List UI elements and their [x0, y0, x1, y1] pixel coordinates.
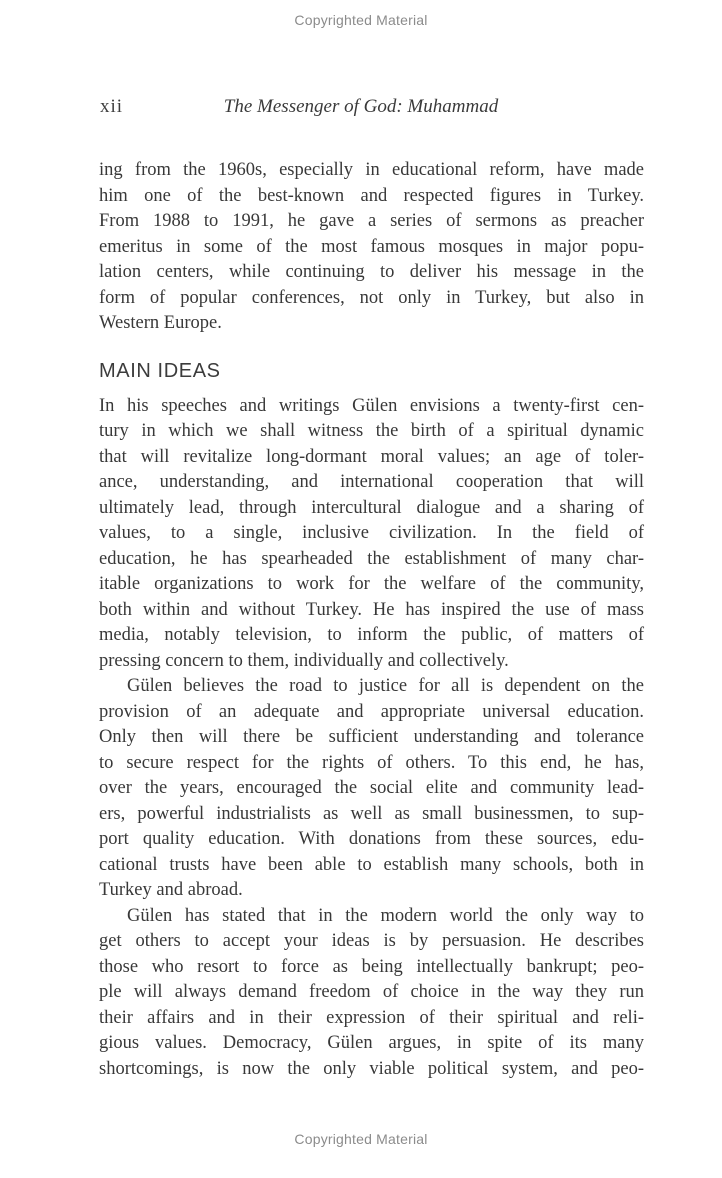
- text-line: that will revitalize long-dormant moral values; an age of toler-: [99, 446, 644, 467]
- page-header: [0, 96, 722, 120]
- paragraph: [99, 674, 644, 904]
- text-line: Turkey and abroad.: [99, 880, 243, 900]
- text-line: Western Europe.: [99, 313, 222, 333]
- text-line: ple will always demand freedom of choice in the way they run: [99, 982, 644, 1002]
- text-line: him one of the best-known and respected figures in Turkey.: [99, 185, 644, 206]
- text-line: both within and without Turkey. He has inspired the use of mass: [99, 599, 644, 620]
- paragraph: [99, 394, 644, 675]
- text-line: get others to accept your ideas is by persuasion. He describes: [99, 931, 644, 951]
- text-line: values, to a single, inclusive civilization. In the field of: [99, 523, 644, 543]
- text-line: emeritus in some of the most famous mosques in major popu-: [99, 236, 644, 257]
- text-line: itable organizations to work for the welfare of the community,: [99, 574, 644, 594]
- intro-paragraphs: [99, 158, 644, 337]
- page-number: xii: [100, 96, 124, 117]
- text-line: pressing concern to them, individually and collectively.: [99, 650, 509, 671]
- text-line: Only then will there be sufficient understanding and tolerance: [99, 727, 644, 747]
- text-line: In his speeches and writings Gülen envisions a twenty-first cen-: [99, 395, 644, 416]
- text-line: From 1988 to 1991, he gave a series of sermons as preacher: [99, 211, 644, 231]
- running-title: The Messenger of God: Muhammad: [223, 96, 499, 117]
- text-line: ance, understanding, and international cooperation that will: [99, 472, 644, 492]
- text-line: to secure respect for the rights of others. To this end, he has,: [99, 752, 644, 773]
- copyright-notice-top: Copyrighted Material: [294, 12, 428, 28]
- text-line: ultimately lead, through intercultural dialogue and a sharing of: [99, 497, 644, 518]
- text-line: ing from the 1960s, especially in educational reform, have made: [99, 160, 644, 180]
- text-line: tury in which we shall witness the birth of a spiritual dynamic: [99, 421, 644, 441]
- body-text: [99, 158, 644, 1082]
- text-line: shortcomings, is now the only viable political system, and peo-: [99, 1058, 644, 1079]
- text-line: over the years, encouraged the social elite and community lead-: [99, 778, 644, 798]
- section-heading: MAIN IDEAS: [99, 359, 221, 382]
- text-line: provision of an adequate and appropriate universal education.: [99, 701, 644, 722]
- text-line: media, notably television, to inform the public, of matters of: [99, 625, 644, 645]
- copyright-notice-bottom: Copyrighted Material: [294, 1131, 428, 1147]
- text-line: form of popular conferences, not only in Turkey, but also in: [99, 287, 644, 308]
- paragraph: [99, 904, 644, 1083]
- text-line: ers, powerful industrialists as well as small businessmen, to sup-: [99, 803, 644, 824]
- text-line: Gülen has stated that in the modern world the only way to: [127, 905, 644, 926]
- text-line: their affairs and in their expression of their spiritual and reli-: [99, 1007, 644, 1028]
- text-line: Gülen believes the road to justice for all is dependent on the: [127, 676, 644, 696]
- paragraph: [99, 158, 644, 337]
- text-line: gious values. Democracy, Gülen argues, in spite of its many: [99, 1033, 644, 1053]
- main-paragraphs: [99, 394, 644, 1083]
- text-line: lation centers, while continuing to deliver his message in the: [99, 262, 644, 282]
- text-line: port quality education. With donations from these sources, edu-: [99, 829, 644, 849]
- text-line: cational trusts have been able to establish many schools, both in: [99, 854, 644, 875]
- text-line: those who resort to force as being intellectually bankrupt; peo-: [99, 956, 644, 977]
- text-line: education, he has spearheaded the establishment of many char-: [99, 548, 644, 569]
